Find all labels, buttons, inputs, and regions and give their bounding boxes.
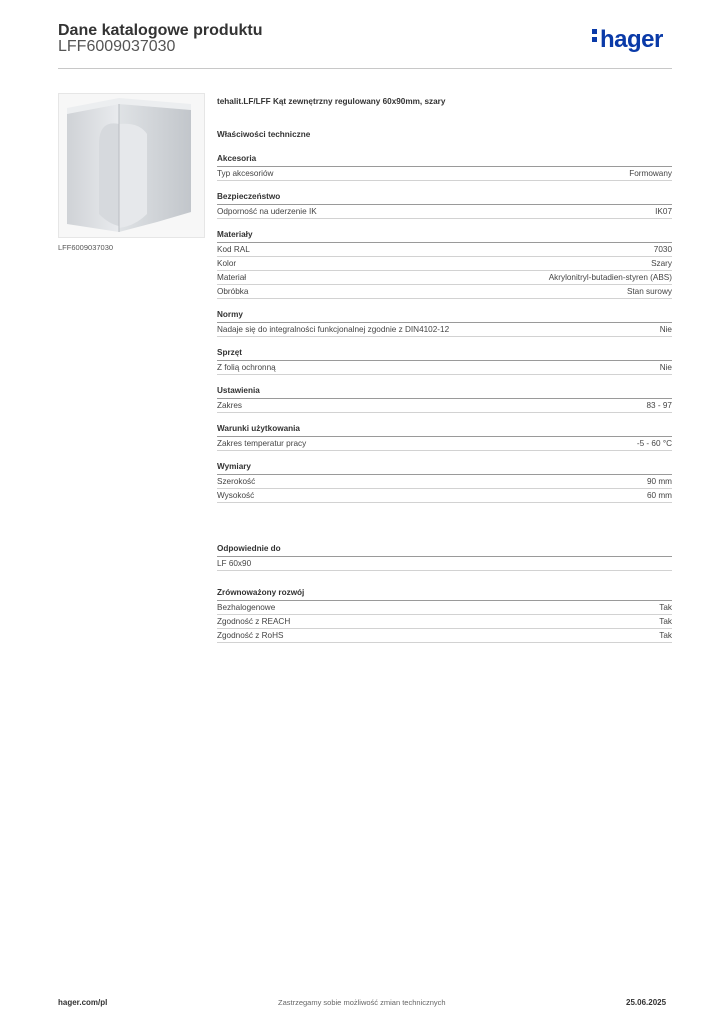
property-value: 83 - 97 xyxy=(646,401,672,410)
section-heading: Ustawienia xyxy=(217,384,672,399)
product-code: LFF6009037030 xyxy=(58,38,176,55)
property-value: -5 - 60 °C xyxy=(636,439,672,448)
footer-date: 25.06.2025 xyxy=(626,998,667,1007)
property-value: Szary xyxy=(651,259,672,268)
property-label: Odporność na uderzenie IK xyxy=(217,207,317,216)
property-value: Tak xyxy=(659,631,672,640)
property-row xyxy=(217,489,672,503)
property-section xyxy=(217,422,672,451)
footer-disclaimer: Zastrzegamy sobie możliwość zmian technicznych xyxy=(278,998,446,1007)
property-row xyxy=(217,601,672,615)
property-row xyxy=(217,205,672,219)
property-value: Nie xyxy=(659,325,672,334)
property-label: Zgodność z REACH xyxy=(217,617,291,626)
property-row xyxy=(217,271,672,285)
section-heading: Sprzęt xyxy=(217,346,672,361)
property-value: 60 mm xyxy=(646,491,672,500)
sustainability-rows xyxy=(217,601,672,643)
product-details xyxy=(217,95,672,652)
property-row xyxy=(217,361,672,375)
property-label: Z folią ochronną xyxy=(217,363,276,372)
property-section xyxy=(217,384,672,413)
property-row xyxy=(217,243,672,257)
suitable-section xyxy=(217,542,672,571)
page-title: Dane katalogowe produktu xyxy=(58,22,263,39)
property-label: Szerokość xyxy=(217,477,256,486)
property-label: Nadaje się do integralności funkcjonalnej zgodnie z DIN4102-12 xyxy=(217,325,450,334)
property-value: Formowany xyxy=(629,169,672,178)
property-section xyxy=(217,346,672,375)
property-value: Tak xyxy=(659,617,672,626)
product-title: tehalit.LF/LFF Kąt zewnętrzny regulowany 60x90mm, szary xyxy=(217,97,446,106)
property-label: Zgodność z RoHS xyxy=(217,631,284,640)
property-row xyxy=(217,257,672,271)
property-label: Materiał xyxy=(217,273,247,282)
property-label: Typ akcesoriów xyxy=(217,169,274,178)
property-row xyxy=(217,475,672,489)
property-value: Akrylonitryl-butadien-styren (ABS) xyxy=(548,273,672,282)
property-label: LF 60x90 xyxy=(217,559,252,568)
hager-logo xyxy=(592,26,663,54)
property-value: 7030 xyxy=(653,245,672,254)
logo-text: hager xyxy=(600,26,663,53)
property-value: IK07 xyxy=(655,207,672,216)
property-row xyxy=(217,629,672,643)
logo-dots-icon xyxy=(592,26,598,45)
property-row xyxy=(217,399,672,413)
property-row xyxy=(217,557,672,571)
property-section xyxy=(217,190,672,219)
property-row xyxy=(217,285,672,299)
product-image xyxy=(58,93,205,238)
section-heading: Akcesoria xyxy=(217,152,672,167)
property-section xyxy=(217,228,672,299)
image-caption: LFF6009037030 xyxy=(58,243,114,252)
property-row xyxy=(217,323,672,337)
property-label: Zakres temperatur pracy xyxy=(217,439,307,448)
property-label: Wysokość xyxy=(217,491,255,500)
section-heading: Bezpieczeństwo xyxy=(217,190,672,205)
corner-piece-icon xyxy=(59,94,204,237)
property-row xyxy=(217,615,672,629)
property-section xyxy=(217,308,672,337)
header-divider xyxy=(58,68,672,69)
footer-website[interactable]: hager.com/pl xyxy=(58,998,108,1007)
property-value: Tak xyxy=(659,603,672,612)
property-label: Bezhalogenowe xyxy=(217,603,276,612)
property-row xyxy=(217,167,672,181)
property-label: Obróbka xyxy=(217,287,249,296)
property-label: Zakres xyxy=(217,401,243,410)
properties-sections xyxy=(217,152,672,503)
property-section xyxy=(217,460,672,503)
section-heading: Warunki użytkowania xyxy=(217,422,672,437)
property-row xyxy=(217,437,672,451)
property-label: Kolor xyxy=(217,259,237,268)
property-section xyxy=(217,152,672,181)
section-heading: Odpowiednie do xyxy=(217,542,672,557)
property-value: 90 mm xyxy=(646,477,672,486)
property-label: Kod RAL xyxy=(217,245,250,254)
properties-title: Właściwości techniczne xyxy=(217,130,311,139)
section-heading: Wymiary xyxy=(217,460,672,475)
property-value: Nie xyxy=(659,363,672,372)
section-heading: Zrównoważony rozwój xyxy=(217,586,672,601)
spacer xyxy=(217,512,672,542)
sustainability-section xyxy=(217,586,672,643)
section-heading: Normy xyxy=(217,308,672,323)
property-value: Stan surowy xyxy=(626,287,672,296)
section-heading: Materiały xyxy=(217,228,672,243)
